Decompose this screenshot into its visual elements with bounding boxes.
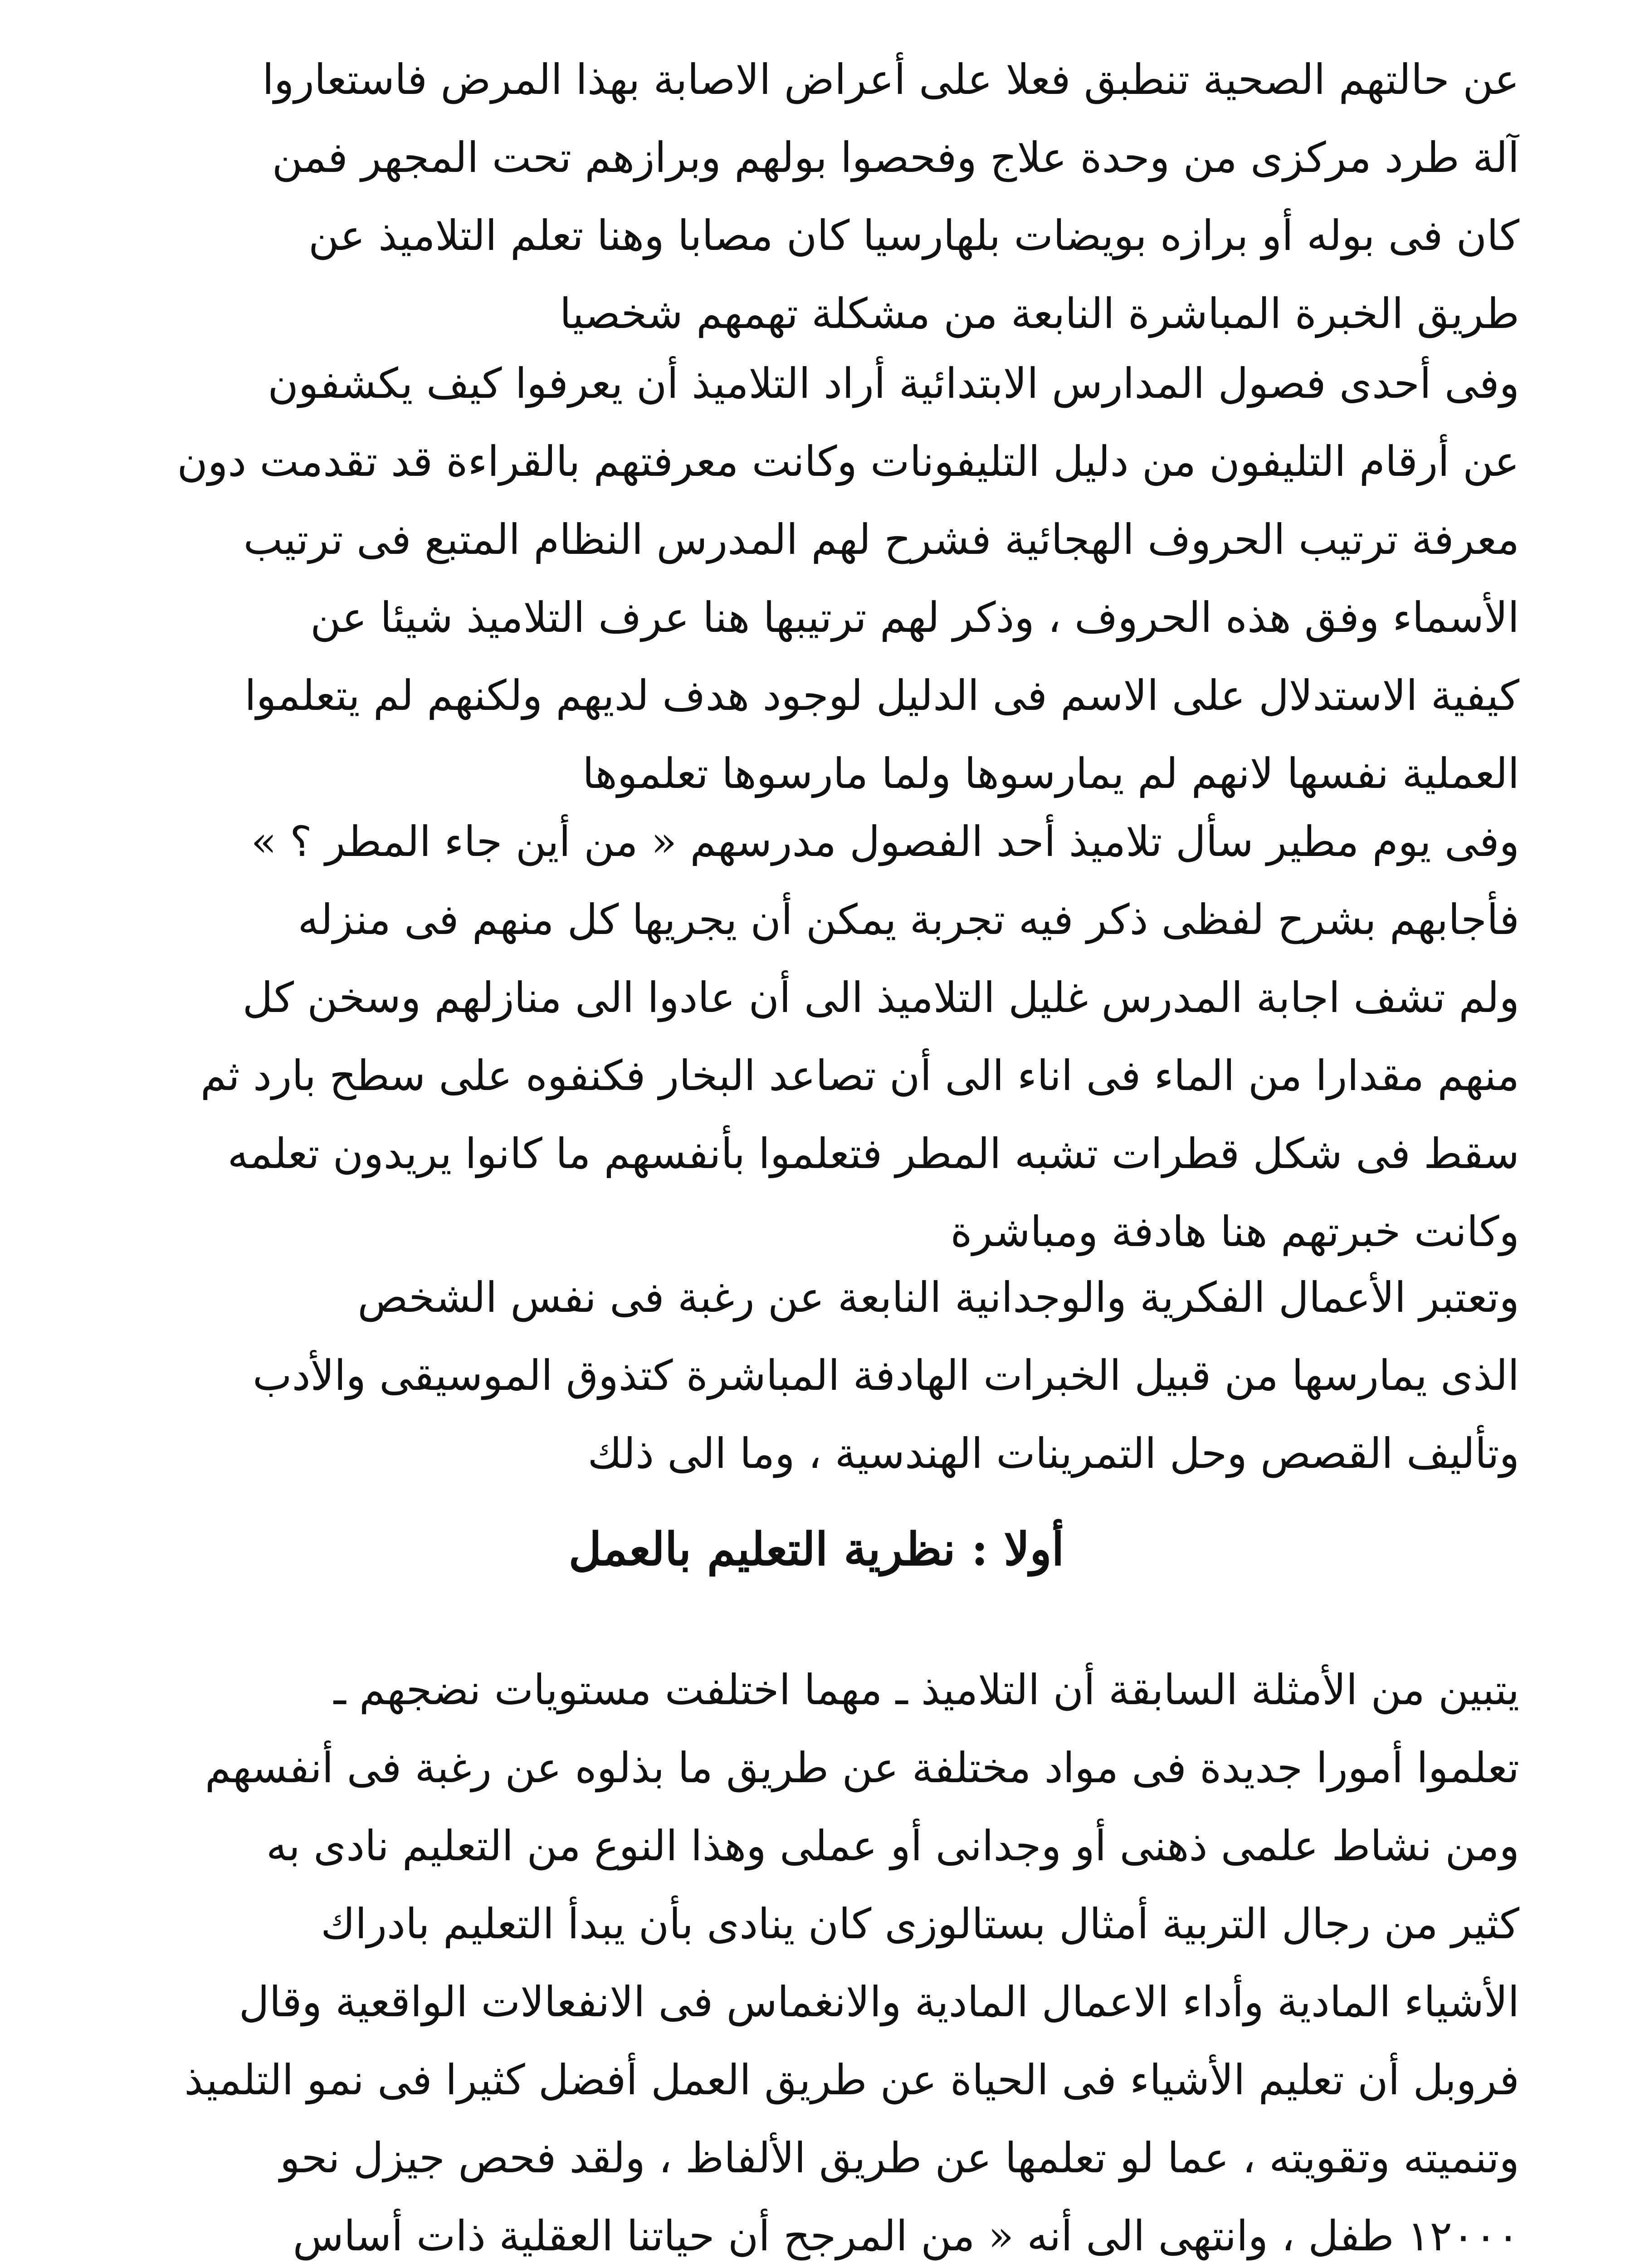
text-line: الذى يمارسها من قبيل الخبرات الهادفة المباشرة كتذوق الموسيقى والأدب bbox=[252, 1351, 1519, 1400]
text-line: العملية نفسها لانهم لم يمارسوها ولما مارسوها تعلموها bbox=[582, 749, 1519, 798]
text-line: وفى أحدى فصول المدارس الابتدائية أراد التلاميذ أن يعرفوا كيف يكشفون bbox=[268, 359, 1519, 408]
text-line: عن حالتهم الصحية تنطبق فعلا على أعراض الاصابة بهذا المرض فاستعاروا bbox=[262, 55, 1519, 104]
text-line: وتأليف القصص وحل التمرينات الهندسية ، وما الى ذلك bbox=[587, 1429, 1519, 1478]
paragraph-5 bbox=[113, 1651, 1519, 2268]
section-heading: أولا : نظرية التعليم بالعمل bbox=[568, 1522, 1064, 1576]
text-line: ومن نشاط علمى ذهنى أو وجدانى أو عملى وهذا النوع من التعليم نادى به bbox=[266, 1822, 1519, 1870]
text-line: طريق الخبرة المباشرة النابعة من مشكلة تهمهم شخصيا bbox=[559, 289, 1519, 338]
text-line: الأسماء وفق هذه الحروف ، وذكر لهم ترتيبها هنا عرف التلاميذ شيئا عن bbox=[310, 593, 1519, 642]
paragraph-2 bbox=[113, 345, 1519, 813]
text-line: وكانت خبرتهم هنا هادفة ومباشرة bbox=[950, 1207, 1519, 1256]
text-line: وتعتبر الأعمال الفكرية والوجدانية النابعة عن رغبة فى نفس الشخص bbox=[357, 1273, 1519, 1322]
text-line: الأشياء المادية وأداء الاعمال المادية والانغماس فى الانفعالات الواقعية وقال bbox=[239, 1978, 1519, 2026]
text-line: يتبين من الأمثلة السابقة أن التلاميذ ـ مهما اختلفت مستويات نضجهم ـ bbox=[333, 1666, 1519, 1714]
paragraph-1 bbox=[113, 41, 1519, 353]
text-line: كيفية الاستدلال على الاسم فى الدليل لوجود هدف لديهم ولكنهم لم يتعلموا bbox=[244, 671, 1519, 720]
text-line: كان فى بوله أو برازه بويضات بلهارسيا كان مصابا وهنا تعلم التلاميذ عن bbox=[308, 211, 1519, 260]
text-line: عن أرقام التليفون من دليل التليفونات وكانت معرفتهم بالقراءة قد تقدمت دون bbox=[177, 437, 1519, 486]
text-line: كثير من رجال التربية أمثال بستالوزى كان ينادى بأن يبدأ التعليم بادراك bbox=[321, 1900, 1519, 1948]
text-line: معرفة ترتيب الحروف الهجائية فشرح لهم المدرس النظام المتبع فى ترتيب bbox=[243, 515, 1519, 564]
text-line: وفى يوم مطير سأل تلاميذ أحد الفصول مدرسهم « من أين جاء المطر ؟ » bbox=[251, 817, 1519, 866]
text-line: منهم مقدارا من الماء فى اناء الى أن تصاعد البخار فكنفوه على سطح بارد ثم bbox=[200, 1051, 1519, 1100]
text-line: ولم تشف اجابة المدرس غليل التلاميذ الى أن عادوا الى منازلهم وسخن كل bbox=[242, 973, 1519, 1022]
text-line: فأجابهم بشرح لفظى ذكر فيه تجربة يمكن أن يجريها كل منهم فى منزله bbox=[298, 895, 1519, 944]
text-line: آلة طرد مركزى من وحدة علاج وفحصوا بولهم وبرازهم تحت المجهر فمن bbox=[272, 133, 1519, 182]
paragraph-3 bbox=[113, 803, 1519, 1271]
paragraph-4 bbox=[113, 1259, 1519, 1493]
text-line: سقط فى شكل قطرات تشبه المطر فتعلموا بأنفسهم ما كانوا يريدون تعلمه bbox=[227, 1129, 1519, 1178]
text-line: ١٢٠٠٠ طفل ، وانتهى الى أنه « من المرجح أن حياتنا العقلية ذات أساس bbox=[293, 2212, 1519, 2260]
text-line: تعلموا أمورا جديدة فى مواد مختلفة عن طريق ما بذلوه عن رغبة فى أنفسهم bbox=[205, 1744, 1519, 1792]
text-line: وتنميته وتقويته ، عما لو تعلمها عن طريق الألفاظ ، ولقد فحص جيزل نحو bbox=[279, 2134, 1519, 2182]
text-line: فروبل أن تعليم الأشياء فى الحياة عن طريق العمل أفضل كثيرا فى نمو التلميذ bbox=[184, 2056, 1519, 2104]
